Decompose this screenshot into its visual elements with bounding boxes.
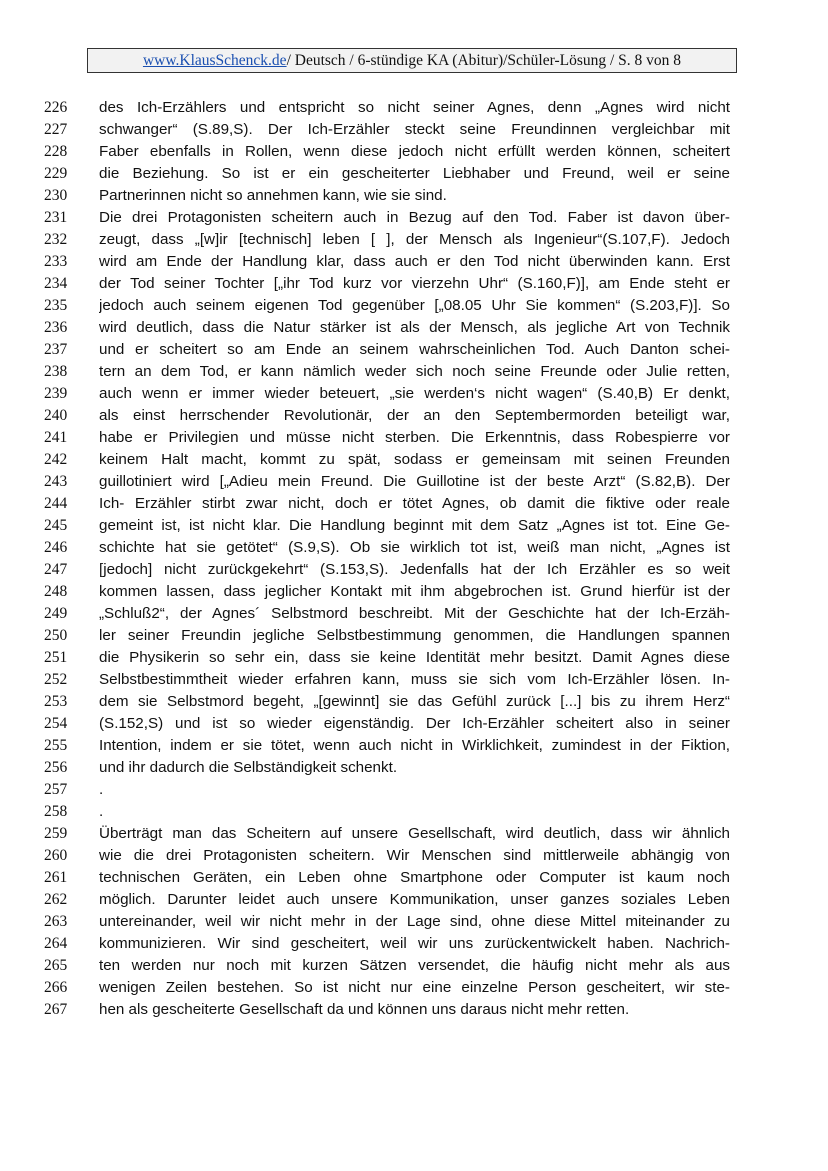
line-number: 261 [44,869,68,886]
line-text: wie die drei Protagonisten scheitern. Wir Menschen sind mittlerweile abhängig von [99,847,730,864]
line-number: 250 [44,627,68,644]
text-line [0,537,828,559]
line-number: 266 [44,979,68,996]
line-number: 245 [44,517,68,534]
line-number: 233 [44,253,68,270]
line-text: (S.152,S) und ist so wieder eigenständig. Der Ich-Erzähler scheitert also in seiner [99,715,730,732]
website-link[interactable]: www.KlausSchenck.de [142,51,287,69]
line-number: 236 [44,319,68,336]
line-text: wenigen Zeilen bestehen. So ist nicht nur eine einzelne Person gescheitert, wir ste- [99,979,730,996]
text-line [0,977,828,999]
line-text: Die drei Protagonisten scheitern auch in Bezug auf den Tod. Faber ist davon über- [99,209,730,226]
line-number: 226 [44,99,68,116]
line-text: dem sie Selbstmord begeht, „[gewinnt] sie das Gefühl zurück [...] bis zu ihrem Herz“ [99,693,730,710]
text-line [0,229,828,251]
text-line [0,119,828,141]
line-text: hen als gescheiterte Gesellschaft da und können uns daraus nicht mehr retten. [99,1001,630,1018]
text-line [0,713,828,735]
line-number: 254 [44,715,68,732]
text-line [0,383,828,405]
line-number: 229 [44,165,68,182]
line-number: 251 [44,649,68,666]
line-text: wird am Ende der Handlung klar, dass auch er den Tod nicht überwinden kann. Erst [99,253,730,270]
text-line [0,691,828,713]
text-line [0,779,828,801]
text-line [0,97,828,119]
line-number: 241 [44,429,68,446]
line-text: technischen Geräten, ein Leben ohne Smartphone oder Computer ist kaum noch [99,869,730,886]
page-header [87,48,737,73]
line-number: 230 [44,187,68,204]
text-line [0,559,828,581]
line-number: 231 [44,209,68,226]
line-text: guillotiniert wird [„Adieu mein Freund. Die Guillotine ist der beste Arzt“ (S.82,B). Der [99,473,730,490]
line-number: 247 [44,561,68,578]
line-text: gemeint ist, ist nicht klar. Die Handlung beginnt mit dem Satz „Agnes ist tot. Eine Ge- [99,517,730,534]
text-line [0,449,828,471]
line-text: schwanger“ (S.89,S). Der Ich-Erzähler steckt seine Freundinnen vergleichbar mit [99,121,730,138]
text-line [0,581,828,603]
text-line [0,273,828,295]
line-text: kommen lassen, dass jeglicher Kontakt mit ihm abgebrochen ist. Grund hierfür ist der [99,583,730,600]
text-line [0,427,828,449]
line-number: 239 [44,385,68,402]
line-text: Intention, indem er sie tötet, wenn auch nicht in Wirklichkeit, zumindest in der Fiktion, [99,737,730,754]
line-number: 263 [44,913,68,930]
line-text: zeugt, dass „[w]ir [technisch] leben [ ], der Mensch als Ingenieur“(S.107,F). Jedoch [99,231,730,248]
text-line [0,823,828,845]
text-line [0,669,828,691]
line-text: kommunizieren. Wir sind gescheitert, weil wir uns zurückentwickelt haben. Nachrich- [99,935,730,952]
text-line [0,757,828,779]
line-text: der Tod seiner Tochter [„ihr Tod kurz vor vierzehn Uhr“ (S.160,F)], am Ende steht er [99,275,730,292]
line-number: 237 [44,341,68,358]
text-line [0,625,828,647]
line-number: 265 [44,957,68,974]
line-text: [jedoch] nicht zurückgekehrt“ (S.153,S). Jedenfalls hat der Ich Erzähler es so weit [99,561,730,578]
text-line [0,251,828,273]
line-number: 256 [44,759,68,776]
line-number: 242 [44,451,68,468]
line-text: Partnerinnen nicht so annehmen kann, wie sie sind. [99,187,447,204]
text-line [0,647,828,669]
text-line [0,493,828,515]
text-line [0,317,828,339]
text-line [0,185,828,207]
line-number: 248 [44,583,68,600]
text-line [0,867,828,889]
text-line [0,207,828,229]
line-text: möglich. Darunter leidet auch unsere Kommunikation, unser ganzes soziales Leben [99,891,730,908]
text-line [0,801,828,823]
line-number: 235 [44,297,68,314]
text-line [0,515,828,537]
line-text: habe er Privilegien und müsse nicht sterben. Die Erkenntnis, dass Robespierre vor [99,429,730,446]
text-line [0,735,828,757]
text-line [0,141,828,163]
line-number: 240 [44,407,68,424]
line-number: 262 [44,891,68,908]
line-number: 243 [44,473,68,490]
line-text: als einst herrschender Revolutionär, der an den Septembermorden beteiligt war, [99,407,730,424]
line-text: die Beziehung. So ist er ein gescheiterter Liebhaber und Freund, weil er seine [99,165,730,182]
text-line [0,603,828,625]
line-number: 244 [44,495,68,512]
line-number: 267 [44,1001,68,1018]
text-line [0,405,828,427]
line-text: wird deutlich, dass die Natur stärker ist als der Mensch, als jegliche Art von Technik [99,319,730,336]
line-text: Selbstbestimmtheit wieder erfahren kann, muss sie sich vom Ich-Erzähler lösen. In- [99,671,730,688]
line-text: ler seiner Freundin jegliche Selbstbestimmung genommen, die Handlungen spannen [99,627,730,644]
line-number: 257 [44,781,68,798]
line-text: auch wenn er immer wieder beteuert, „sie werden‘s nicht wagen“ (S.40,B) Er denkt, [99,385,730,402]
text-line [0,933,828,955]
line-number: 238 [44,363,68,380]
line-text: jedoch auch seinem eigenen Tod gegenüber [„08.05 Uhr Sie kommen“ (S.203,F)]. So [99,297,730,314]
text-line [0,339,828,361]
line-text: keinem Halt macht, kommt zu spät, sodass er gemeinsam mit seinen Freunden [99,451,730,468]
line-number: 228 [44,143,68,160]
text-line [0,955,828,977]
line-text: ten werden nur noch mit kurzen Sätzen versendet, die häufig nicht mehr als aus [99,957,730,974]
line-number: 264 [44,935,68,952]
line-number: 249 [44,605,68,622]
line-number: 234 [44,275,68,292]
line-number: 252 [44,671,68,688]
line-number: 246 [44,539,68,556]
line-number: 255 [44,737,68,754]
line-text: . [99,781,104,798]
header-title: / Deutsch / 6-stündige KA (Abitur)/Schüler-Lösung / S. 8 von 8 [286,51,682,69]
text-line [0,471,828,493]
line-text: Faber ebenfalls in Rollen, wenn diese jedoch nicht erfüllt werden können, scheitert [99,143,730,160]
text-line [0,295,828,317]
line-number: 260 [44,847,68,864]
line-text: und er scheitert so am Ende an seinem wahrscheinlichen Tod. Auch Danton schei- [99,341,730,358]
line-number: 227 [44,121,68,138]
line-text: die Physikerin so sehr ein, dass sie keine Identität mehr besitzt. Damit Agnes diese [99,649,730,666]
line-number: 258 [44,803,68,820]
line-text: des Ich-Erzählers und entspricht so nicht seiner Agnes, denn „Agnes wird nicht [99,99,730,116]
line-text: untereinander, weil wir nicht mehr in der Lage sind, ohne diese Mittel miteinander zu [99,913,730,930]
text-line [0,911,828,933]
document-body [0,97,828,1021]
line-text: schichte hat sie getötet“ (S.9,S). Ob sie wirklich tot ist, weiß man nicht, „Agnes ist [99,539,730,556]
line-text: und ihr dadurch die Selbständigkeit schenkt. [99,759,398,776]
line-text: Ich- Erzähler stirbt zwar nicht, doch er tötet Agnes, ob damit die fiktive oder reale [99,495,730,512]
line-text: Überträgt man das Scheitern auf unsere Gesellschaft, wird deutlich, dass wir ähnlich [99,825,730,842]
text-line [0,999,828,1021]
text-line [0,163,828,185]
line-number: 253 [44,693,68,710]
line-text: tern an dem Tod, er kann nämlich weder sich noch seine Freunde oder Julie retten, [99,363,730,380]
line-text: . [99,803,104,820]
text-line [0,845,828,867]
text-line [0,889,828,911]
line-text: „Schluß2“, der Agnes´ Selbstmord beschreibt. Mit der Geschichte hat der Ich-Erzäh- [99,605,730,622]
line-number: 259 [44,825,68,842]
line-number: 232 [44,231,68,248]
text-line [0,361,828,383]
